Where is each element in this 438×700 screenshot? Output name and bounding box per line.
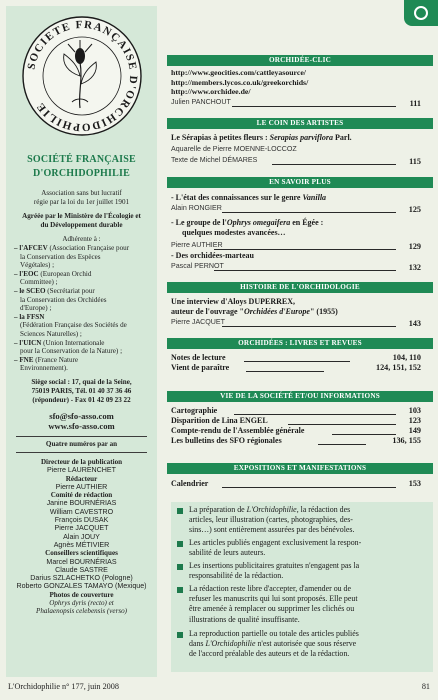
livres-item1: Notes de lecture <box>171 353 226 362</box>
bullet-square-icon <box>177 632 183 638</box>
savoir-page1[interactable]: 125 <box>408 205 421 214</box>
artistes-heading: Le Sérapias à petites fleurs : Serapias parviflora Parl. <box>171 133 352 142</box>
leader-rule <box>318 444 366 445</box>
savoir-article2: - Le groupe de l'Ophrys omegaifera en Égée : <box>171 218 324 227</box>
member-line: la Conservation des Orchidées <box>20 295 107 304</box>
artistes-page[interactable]: 115 <box>409 157 421 166</box>
member-line: – l'EOC (European Orchid <box>14 269 92 278</box>
savoir-author2: Pierre AUTHIER <box>171 241 223 249</box>
vie-pages3[interactable]: 149 <box>408 426 421 435</box>
section-header-vie: VIE DE LA SOCIÉTÉ ET/OU INFORMATIONS <box>167 391 433 402</box>
agree-line2: du Développement durable <box>40 221 123 229</box>
savoir-author1: Alain RONGIER <box>171 204 222 212</box>
section-header-livres: ORCHIDÉES : LIVRES ET REVUES <box>167 338 433 349</box>
savoir-article2-line2: quelques modestes avancées… <box>182 228 286 237</box>
member-line: Environnement). <box>20 364 68 373</box>
vie-item1: Cartographie <box>171 406 218 415</box>
divider <box>16 452 147 453</box>
staff-name: Pierre JACQUET <box>54 524 109 533</box>
member-line: – la FFSN <box>14 312 45 321</box>
leader-rule <box>222 487 396 488</box>
histoire-line1: Une interview d'Aloys DUPERREX, <box>171 297 295 306</box>
staff-name: William CAVESTRO <box>49 507 114 516</box>
member-line: d'Europe) ; <box>20 304 52 313</box>
editorial-staff <box>10 458 153 616</box>
staff-name: Janine BOURNÉRIAS <box>46 499 117 508</box>
assoc-line2: régie par la loi du 1er juillet 1901 <box>33 198 130 206</box>
leader-rule <box>222 212 396 213</box>
livres-item2: Vient de paraître <box>171 363 230 372</box>
staff-role: Conseillers scientifiques <box>45 549 118 558</box>
leader-rule <box>234 414 396 415</box>
savoir-article1: - L'état des connaissances sur le genre Vanilla <box>171 193 327 202</box>
address-line1: Siège social : 17, quai de la Seine, <box>31 378 132 386</box>
note-3: Les insertions publicitaires gratuites n'engagent pas la responsabilité de la rédaction. <box>189 561 360 581</box>
email-link[interactable]: sfo@sfo-asso.com <box>49 411 114 421</box>
member-line: – l'AFCEV (Association Française pour <box>14 244 130 252</box>
staff-name: Agnès MÉTIVIER <box>53 540 110 549</box>
circle-icon <box>414 6 428 20</box>
staff-name: Pierre AUTHIER <box>55 482 108 491</box>
orchid-seal-icon <box>20 14 144 138</box>
staff-role: Photos de couverture <box>49 590 114 599</box>
section-header-histoire: HISTOIRE DE L'ORCHIDOLOGIE <box>167 282 433 293</box>
note-2: Les articles publiés engagent exclusivement la respon- sabilité de leurs auteurs. <box>189 538 362 558</box>
member-list <box>14 244 154 373</box>
staff-name: Claude SASTRE <box>55 565 108 574</box>
artistes-text-credit: Texte de Michel DÉMARES <box>171 156 258 164</box>
histoire-author: Pierre JACQUET <box>171 318 225 326</box>
savoir-article3: - Des orchidées-marteau <box>171 251 254 260</box>
leader-rule <box>214 270 396 271</box>
member-line: Végétales) ; <box>20 261 55 270</box>
vie-item2: Disparition de Lina ENGEL <box>171 416 268 425</box>
section-header-expos: EXPOSITIONS ET MANIFESTATIONS <box>167 463 433 474</box>
savoir-page2[interactable]: 129 <box>408 242 421 251</box>
assoc-line1: Association sans but lucratif <box>41 189 122 197</box>
address-line3: (répondeur) - Fax 01 42 09 23 22 <box>32 396 131 404</box>
staff-name: Ophrys dyris (recto) et <box>49 599 114 608</box>
vie-pages4[interactable]: 136, 155 <box>392 436 421 445</box>
leader-rule <box>272 164 396 165</box>
livres-pages1[interactable]: 104, 110 <box>392 353 421 362</box>
agree-line1: Agréée par le Ministère de l'Écologie et <box>22 212 141 220</box>
journal-issue: L'Orchidophilie n° 177, juin 2008 <box>8 682 119 691</box>
vie-item4: Les bulletins des SFO régionales <box>171 436 282 445</box>
note-4: La rédaction reste libre d'accepter, d'amender ou de refuser les manuscrits qui lui sont proposés. Elle peut être amenée à remplacer ou supprimer les clichés ou illustrations de qualité insuffisante. <box>189 584 358 624</box>
expos-item1: Calendrier <box>171 479 209 488</box>
staff-name: Darius SZLACHETKO (Pologne) <box>30 574 133 583</box>
society-name-line1: SOCIÉTÉ FRANÇAISE <box>27 154 136 165</box>
adherent-title: Adhérente à : <box>62 235 101 243</box>
society-name-line2: D'ORCHIDOPHILIE <box>33 168 130 179</box>
savoir-author3: Pascal PERNOT <box>171 262 224 270</box>
bullet-square-icon <box>177 564 183 570</box>
member-line: (Fédération Française des Sociétés de <box>20 321 127 330</box>
society-logo <box>20 14 144 138</box>
staff-name: Roberto GONZALES TAMAYO (Mexique) <box>16 582 147 591</box>
corner-tab <box>404 0 438 26</box>
leader-rule <box>246 371 324 372</box>
note-5: La reproduction partielle ou totale des articles publiés dans L'Orchidophilie n'est autorisée que sous réserve de l'accord préalable des auteurs et de la rédaction. <box>189 629 359 659</box>
histoire-line2: auteur de l'ouvrage "Orchidées d'Europe" (1955) <box>171 307 338 316</box>
leader-rule <box>244 361 350 362</box>
vie-pages2[interactable]: 123 <box>408 416 421 425</box>
staff-name: Phalaenopsis celebensis (verso) <box>35 607 127 616</box>
member-line: la Conservation des Espèces <box>20 252 101 261</box>
leader-rule <box>222 326 396 327</box>
leader-rule <box>288 424 396 425</box>
member-line: – l'UICN (Union Internationale <box>14 338 105 347</box>
clic-author: Julien PANCHOUT <box>171 98 231 106</box>
section-header-artistes: LE COIN DES ARTISTES <box>167 118 433 129</box>
staff-role: Rédacteur <box>65 474 98 483</box>
page-number: 81 <box>421 682 430 691</box>
artistes-credit: Aquarelle de Pierre MOENNE-LOCCOZ <box>171 145 297 153</box>
leader-rule <box>332 434 396 435</box>
staff-name: François DUSAK <box>54 516 109 525</box>
staff-role: Directeur de la publication <box>40 458 123 466</box>
member-line: – le SCEO (Secrétariat pour <box>14 286 95 295</box>
leader-rule <box>232 106 396 107</box>
member-line: Sciences Naturelles) ; <box>20 329 82 338</box>
clic-links <box>171 68 417 97</box>
histoire-page[interactable]: 143 <box>408 319 421 328</box>
url-link[interactable]: http://members.lycos.co.uk/greekorchids/ <box>171 77 309 87</box>
url-link[interactable]: http://www.geocities.com/cattleyasource/ <box>171 68 306 77</box>
clic-page[interactable]: 111 <box>409 99 421 108</box>
member-line: pour la Conservation de la Nature) ; <box>20 347 123 356</box>
editorial-notes-box <box>171 502 433 672</box>
address-line2: 75019 PARIS, Tél. 01 40 37 36 46 <box>31 387 132 395</box>
divider <box>16 436 147 437</box>
expos-pages1[interactable]: 153 <box>408 479 421 488</box>
issues-per-year: Quatre numéros par an <box>45 440 118 448</box>
livres-pages2[interactable]: 124, 151, 152 <box>375 363 421 372</box>
url-link[interactable]: http://www.orchidee.de/ <box>171 87 251 97</box>
note-1: La préparation de L'Orchidophilie, la rédaction des articles, leur illustration (cartes, photographies, des- sins…) sont entièrement assurées par des bénévoles. <box>189 505 355 535</box>
member-line: – FNE (France Nature <box>14 355 79 364</box>
bullet-square-icon <box>177 508 183 514</box>
leader-rule <box>214 249 396 250</box>
sidebar <box>6 6 157 677</box>
section-header-clic: ORCHIDÉE-CLIC <box>167 55 433 66</box>
website-link[interactable]: www.sfo-asso.com <box>48 421 115 431</box>
logo-ring-text: SOCIETE FRANÇAISE D'ORCHIDOPHILIE <box>25 18 140 134</box>
staff-name: Pierre LAURENCHET <box>47 466 116 475</box>
staff-role: Comité de rédaction <box>50 491 113 500</box>
vie-item3: Compte-rendu de l'Assemblée générale <box>171 426 305 435</box>
savoir-page3[interactable]: 132 <box>408 263 421 272</box>
staff-name: Alain JOUY <box>63 532 100 541</box>
bullet-square-icon <box>177 541 183 547</box>
member-line: Committee) ; <box>20 278 58 287</box>
bullet-square-icon <box>177 587 183 593</box>
vie-pages1[interactable]: 103 <box>408 406 421 415</box>
staff-name: Marcel BOURNÉRIAS <box>46 557 117 566</box>
section-header-savoir: EN SAVOIR PLUS <box>167 177 433 188</box>
